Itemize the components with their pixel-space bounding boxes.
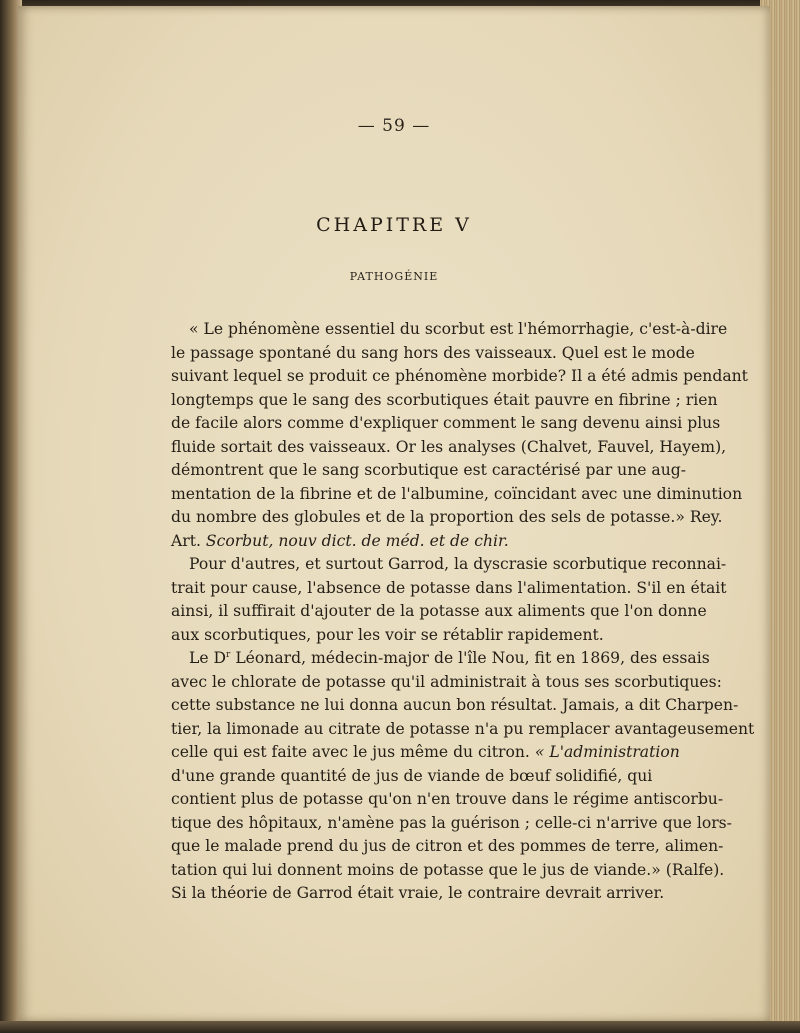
text-line: contient plus de potasse qu'on n'en trouve dans le régime antiscorbu-	[171, 790, 724, 808]
citation-italic: Scorbut, nouv dict. de méd. et de chir.	[205, 531, 509, 550]
text-line: de facile alors comme d'expliquer comment le sang devenu ainsi plus	[171, 414, 721, 432]
chapter-title: CHAPITRE V	[316, 214, 472, 236]
book-bottom-edge	[0, 1021, 800, 1033]
text-fragment: Art.	[171, 531, 201, 550]
text-line: tier, la limonade au citrate de potasse n'a pu remplacer avantageusement	[171, 719, 755, 738]
text-line: suivant lequel se produit ce phénomène morbide? Il a été admis pendant	[171, 367, 748, 385]
text-line	[171, 741, 680, 765]
text-line	[171, 530, 651, 554]
text-fragment: Le D	[189, 649, 227, 667]
text-line: mentation de la fibrine et de l'albumine, coïncidant avec une diminution	[171, 484, 743, 503]
text-line: Si la théorie de Garrod était vraie, le contraire devrait arriver.	[171, 884, 665, 902]
text-line	[171, 647, 710, 671]
text-line: Pour d'autres, et surtout Garrod, la dyscrasie scorbutique reconnai-	[189, 555, 727, 573]
text-line: tique des hôpitaux, n'amène pas la guérison ; celle-ci n'arrive que lors-	[171, 813, 732, 832]
text-line: trait pour cause, l'absence de potasse dans l'alimentation. S'il en était	[171, 578, 727, 597]
superscript: r	[226, 649, 231, 660]
text-line: cette substance ne lui donna aucun bon résultat. Jamais, a dit Charpen-	[171, 696, 739, 714]
text-line: du nombre des globules et de la proportion des sels de potasse.» Rey.	[171, 508, 723, 526]
text-line: le passage spontané du sang hors des vaisseaux. Quel est le mode	[171, 343, 695, 362]
text-line: démontrent que le sang scorbutique est caractérisé par une aug-	[171, 461, 687, 479]
text-line: longtemps que le sang des scorbutiques était pauvre en fibrine ; rien	[171, 390, 718, 409]
text-fragment: celle qui est faite avec le jus même du citron.	[171, 743, 530, 761]
text-line: ainsi, il suffirait d'ajouter de la potasse aux aliments que l'on donne	[171, 602, 707, 620]
section-title: PATHOGÉNIE	[349, 270, 439, 283]
text-line: « Le phénomène essentiel du scorbut est l'hémorrhagie, c'est-à-dire	[189, 320, 728, 338]
text-line: d'une grande quantité de jus de viande de bœuf solidifié, qui	[171, 766, 653, 785]
book-page	[18, 6, 770, 1022]
text-line: fluide sortait des vaisseaux. Or les analyses (Chalvet, Fauvel, Hayem),	[171, 437, 727, 456]
text-line: aux scorbutiques, pour les voir se rétablir rapidement.	[171, 625, 604, 644]
quote-italic: « L'administration	[534, 743, 680, 761]
text-line: que le malade prend du jus de citron et des pommes de terre, alimen-	[171, 837, 724, 855]
body-text	[171, 318, 755, 906]
text-fragment: Léonard, médecin-major de l'île Nou, fit en 1869, des essais	[235, 649, 710, 667]
text-line: avec le chlorate de potasse qu'il administrait à tous ses scorbutiques:	[171, 672, 722, 691]
text-line: tation qui lui donnent moins de potasse que le jus de viande.» (Ralfe).	[171, 860, 725, 879]
page-number: — 59 —	[357, 116, 431, 136]
